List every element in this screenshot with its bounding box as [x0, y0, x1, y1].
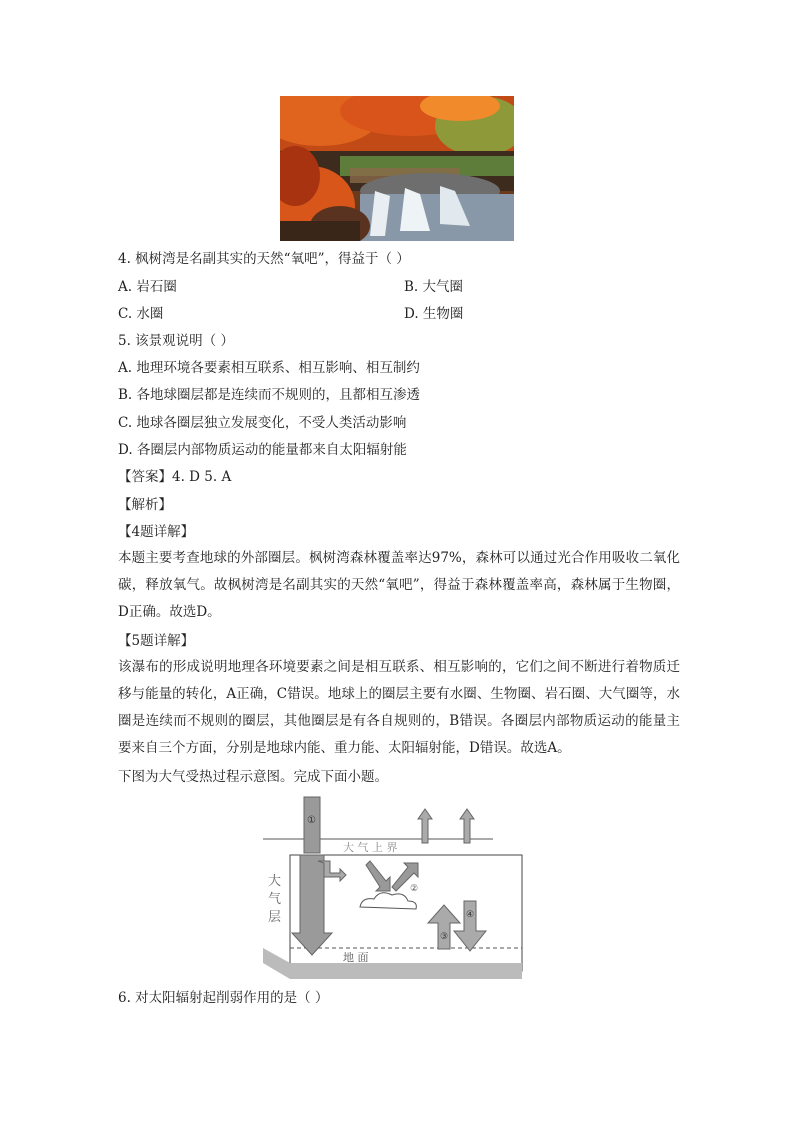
figure-intro: 下图为大气受热过程示意图。完成下面小题。	[118, 769, 388, 785]
upper-boundary-label: 大 气 上 界	[343, 841, 398, 854]
q5-option-a: A. 地理环境各要素相互联系、相互影响、相互制约	[118, 360, 420, 376]
arrow-3-number: ③	[440, 932, 449, 942]
q4-option-b: B. 大气圈	[404, 279, 464, 295]
q5-detail-heading: 【5题详解】	[118, 633, 195, 649]
q4-stem: 4. 枫树湾是名副其实的天然“氧吧”，得益于（ ）	[118, 251, 410, 267]
q4-detail-heading: 【4题详解】	[118, 524, 195, 540]
cloud-shape	[360, 893, 416, 909]
arrow-4-down	[454, 901, 486, 951]
q4-detail-text: 本题主要考查地球的外部圈层。枫树湾森林覆盖率达97%，森林可以通过光合作用吸收二氧化碳，释放氧气。故枫树湾是名副其实的天然“氧吧”，得益于森林覆盖率高，森林属于生物圈，D正确。故选D。	[118, 550, 680, 620]
atmosphere-label-1: 大	[268, 874, 282, 889]
q6-stem: 6. 对太阳辐射起削弱作用的是（ ）	[118, 990, 329, 1006]
atmosphere-label-2: 气	[268, 892, 282, 907]
arrow-1-number: ①	[307, 815, 316, 826]
arrow-3-up	[428, 905, 460, 949]
atmosphere-label-3: 层	[268, 910, 282, 925]
q5-option-b: B. 各地球圈层都是连续而不规则的，且都相互渗透	[118, 387, 421, 403]
q5-stem: 5. 该景观说明（ ）	[118, 333, 234, 349]
arrow-2-number: ②	[410, 884, 419, 894]
cloud-arrow-down	[366, 861, 390, 891]
ground-slab	[263, 948, 522, 979]
q4-option-d: D. 生物圈	[404, 306, 464, 322]
ground-label: 地 面	[343, 951, 369, 964]
analysis-heading: 【解析】	[118, 497, 172, 513]
escape-arrow-left	[418, 809, 432, 843]
q5-detail-text: 该瀑布的形成说明地理各环境要素之间是相互联系、相互影响的，它们之间不断进行着物质迁移与能量的转化，A正确，C错误。地球上的圈层主要有水圈、生物圈、岩石圈、大气圈等，水圈是连续而不规则的圈层，其他圈层是有各自规则的，B错误。各圈层内部物质运动的能量主要来自三个方面，分别是地球内能、重力能、太阳辐射能，D错误。故选A。	[118, 659, 680, 756]
escape-arrow-right	[460, 809, 474, 843]
arrow-4-number: ④	[466, 910, 475, 920]
q5-option-d: D. 各圈层内部物质运动的能量都来自太阳辐射能	[118, 442, 407, 458]
q4-option-c: C. 水圈	[118, 306, 164, 322]
landscape-photo	[280, 96, 514, 241]
atmosphere-heating-diagram	[258, 793, 528, 983]
q4-option-a: A. 岩石圈	[118, 279, 177, 295]
answer-line: 【答案】4. D 5. A	[118, 469, 232, 485]
q5-option-c: C. 地球各圈层独立发展变化，不受人类活动影响	[118, 415, 407, 431]
